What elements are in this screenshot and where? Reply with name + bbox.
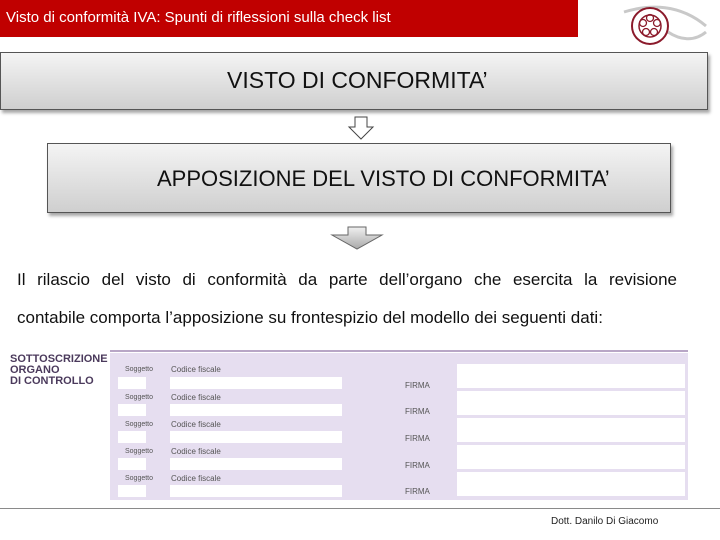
codice-fiscale-label: Codice fiscale	[171, 393, 221, 402]
codice-fiscale-label: Codice fiscale	[171, 447, 221, 456]
down-arrow-icon	[330, 226, 384, 250]
firma-field	[457, 391, 685, 415]
firma-label: FIRMA	[405, 487, 430, 496]
visto-conformita-box	[0, 52, 708, 110]
body-text-line-1: Il rilascio del visto di conformità da parte dell’organo che esercita la revisione	[17, 270, 677, 289]
form-label-line: ORGANO	[10, 364, 60, 376]
form-row	[8, 388, 688, 415]
soggetto-label: Soggetto	[125, 394, 154, 401]
form-top-rule	[110, 350, 688, 352]
codice-fiscale-label: Codice fiscale	[171, 474, 221, 483]
form-row	[8, 415, 688, 442]
soggetto-label: Soggetto	[125, 366, 154, 373]
sottoscrizione-form-image	[8, 350, 688, 500]
form-label-line: SOTTOSCRIZIONE	[10, 353, 108, 365]
firma-field	[457, 364, 685, 388]
apposizione-visto-label: APPOSIZIONE DEL VISTO DI CONFORMITA’	[157, 166, 610, 191]
firma-field	[457, 472, 685, 496]
footer-divider	[0, 508, 720, 509]
footer-author: Dott. Danilo Di Giacomo	[551, 516, 659, 527]
form-row	[8, 442, 688, 469]
form-row	[8, 360, 688, 390]
firma-field	[457, 418, 685, 442]
firma-label: FIRMA	[405, 381, 430, 390]
codice-fiscale-field	[170, 485, 342, 497]
form-row	[8, 469, 688, 496]
body-text-line-2: contabile comporta l’apposizione su frontespizio del modello dei seguenti dati:	[17, 308, 603, 327]
soggetto-field	[118, 485, 146, 497]
soggetto-label: Soggetto	[125, 448, 154, 455]
firma-field	[457, 445, 685, 469]
codice-fiscale-label: Codice fiscale	[171, 420, 221, 429]
soggetto-label: Soggetto	[125, 475, 154, 482]
visto-conformita-label: VISTO DI CONFORMITA’	[227, 67, 488, 93]
firma-label: FIRMA	[405, 461, 430, 470]
circle-flower-logo-icon	[620, 2, 708, 50]
firma-label: FIRMA	[405, 407, 430, 416]
down-arrow-icon	[347, 116, 375, 140]
apposizione-visto-box	[47, 143, 671, 213]
firma-label: FIRMA	[405, 434, 430, 443]
form-label-line: DI CONTROLLO	[10, 375, 94, 387]
soggetto-label: Soggetto	[125, 421, 154, 428]
codice-fiscale-label: Codice fiscale	[171, 365, 221, 374]
page-title: Visto di conformità IVA: Spunti di riflessioni sulla check list	[6, 9, 391, 26]
